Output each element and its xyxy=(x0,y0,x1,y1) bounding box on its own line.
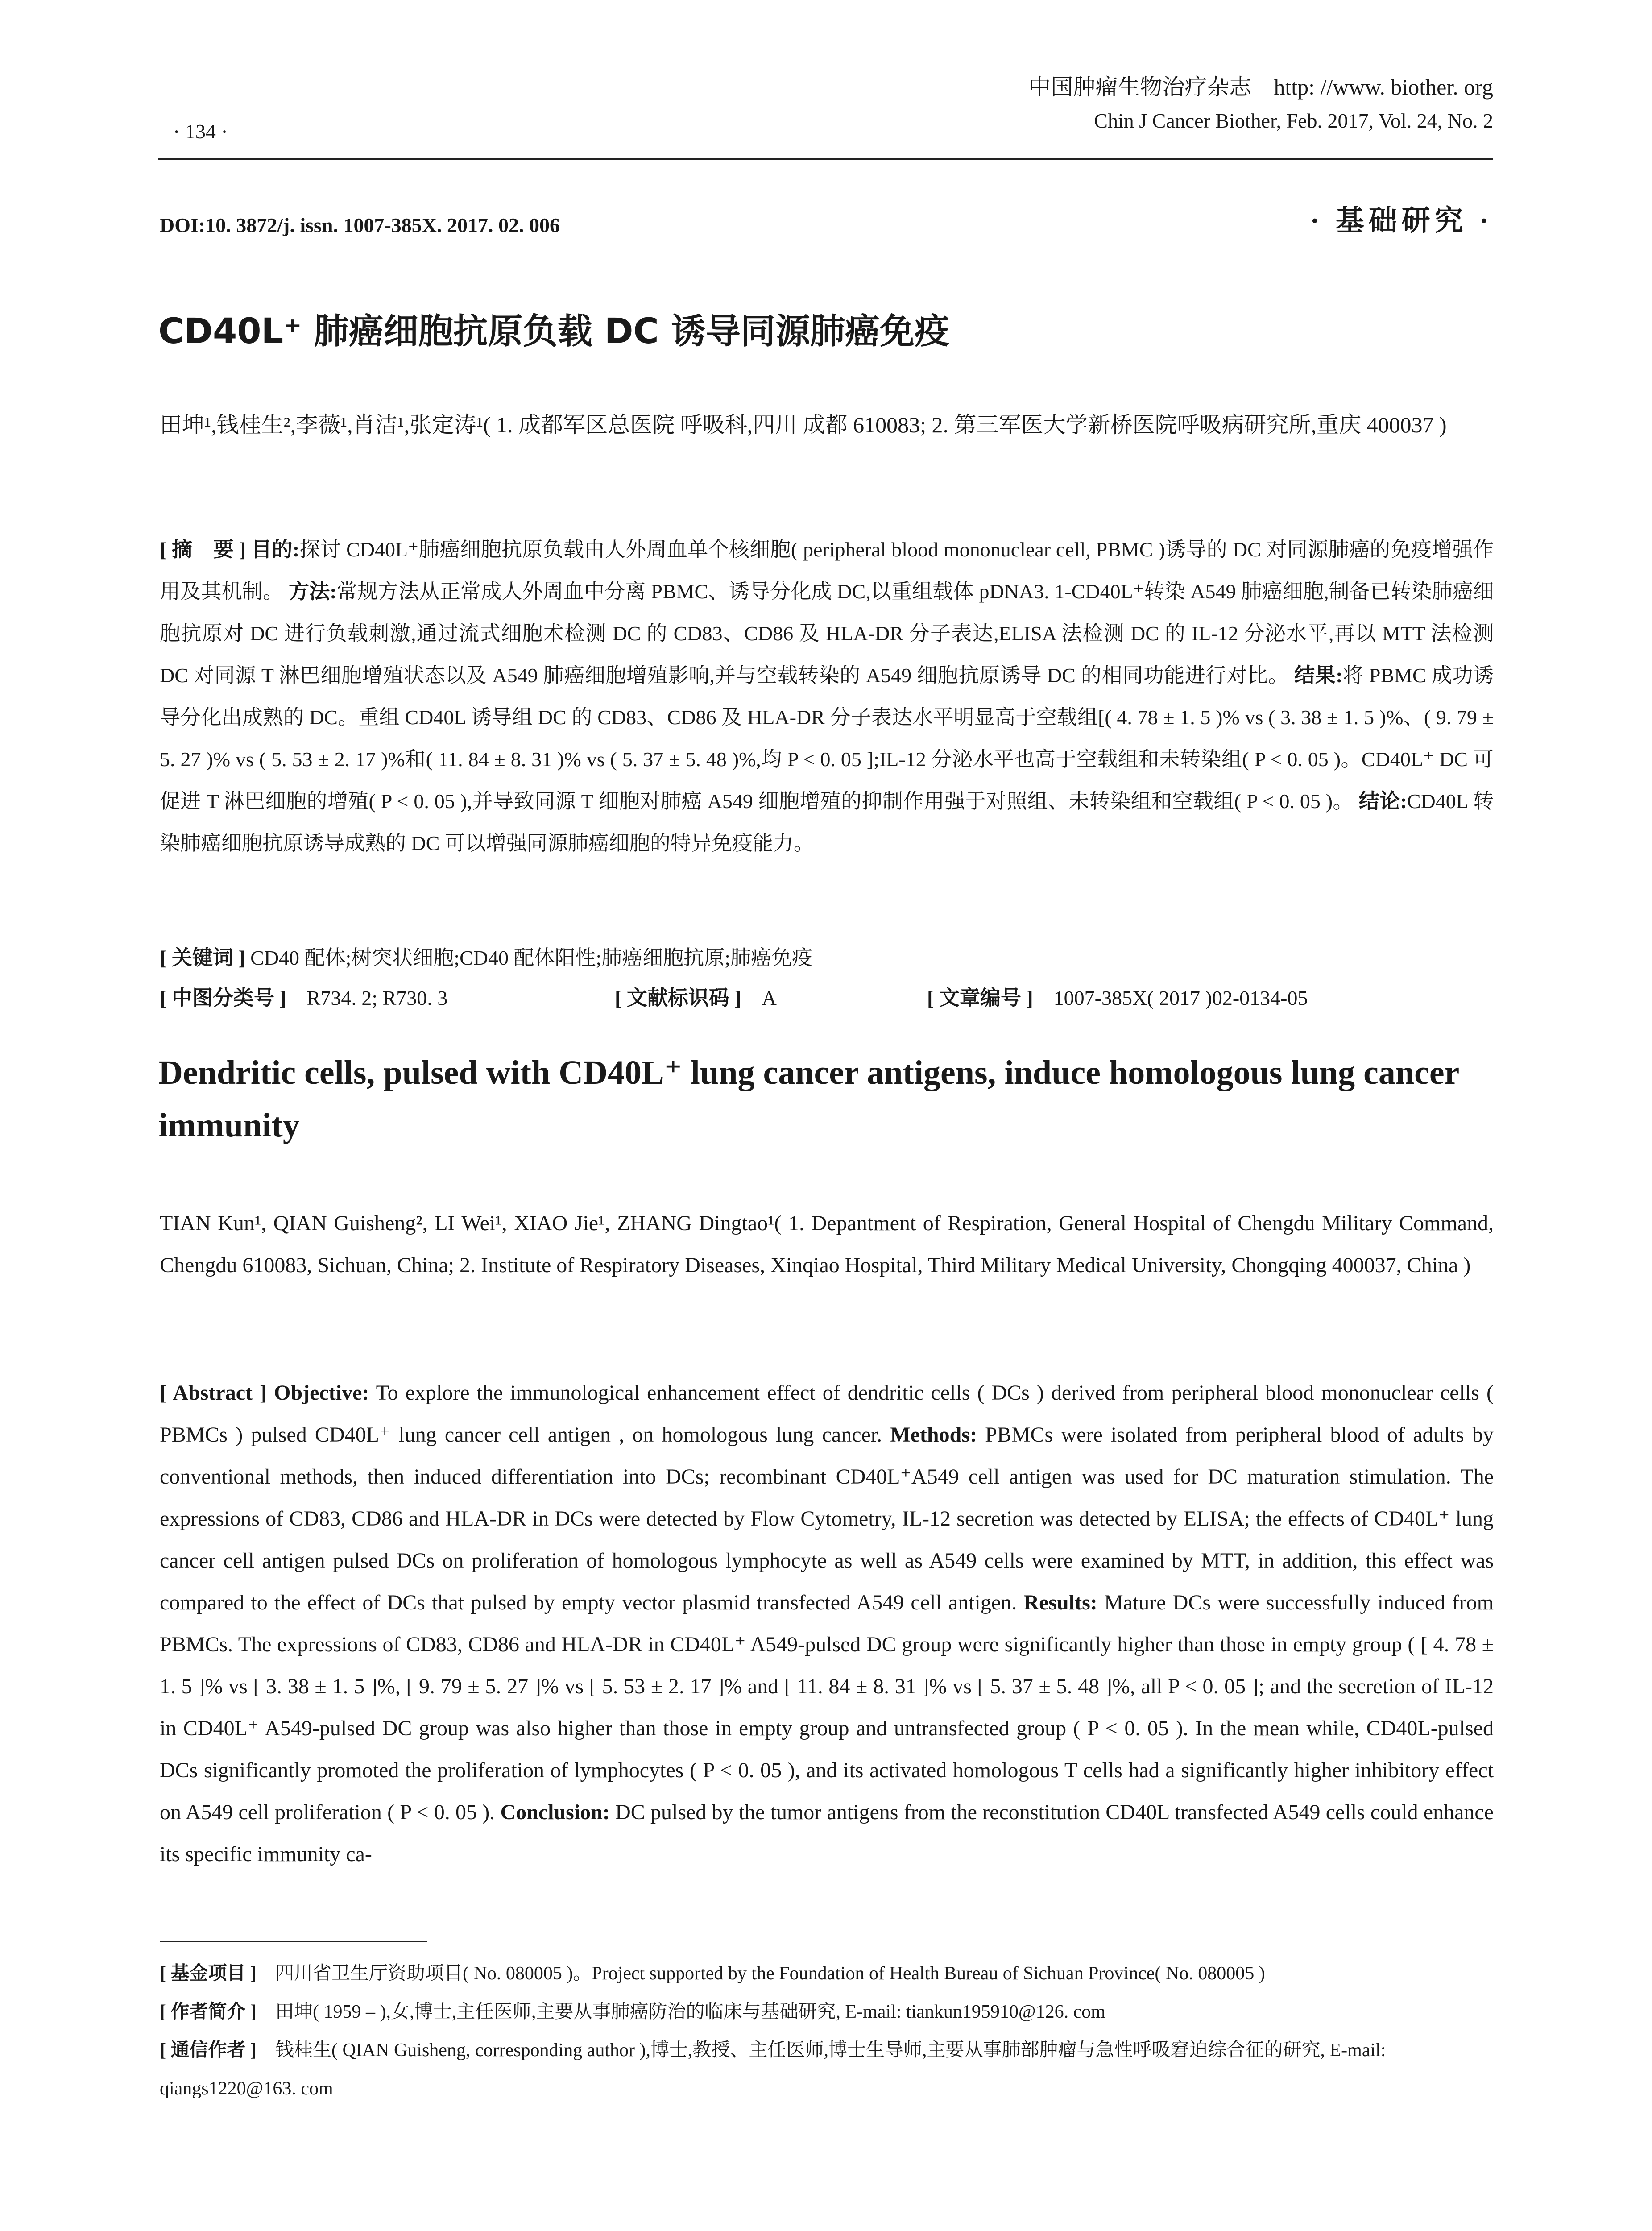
footnote-divider xyxy=(160,1941,427,1942)
abstract-en-objective-label: Objective: xyxy=(274,1381,369,1405)
authors-en: TIAN Kun¹, QIAN Guisheng², LI Wei¹, XIAO Jie¹, ZHANG Dingtao¹( 1. Depantment of Respiration, General Hospital of Chengdu Military Command, Chengdu 610083, Sichuan, China; 2. Institute of Respiratory Diseases, Xinqiao Hospital, Third Military Medical University, Chongqing 400037, China ) xyxy=(160,1211,1494,1277)
page-number: · 134 · xyxy=(173,120,228,143)
doc-code-value: A xyxy=(762,987,777,1009)
keywords-cn xyxy=(160,941,812,971)
title-cn: CD40L⁺ 肺癌细胞抗原负载 DC 诱导同源肺癌免疫 xyxy=(158,311,949,352)
abstract-en-label: [ Abstract ] xyxy=(160,1381,267,1405)
abstract-en-objective: To explore the immunological enhancement effect of dendritic cells ( DCs ) derived from peripheral blood mononuclear cells ( PBMCs ) pulsed CD40L⁺ lung cancer cell antigen , on homologous lung cancer. xyxy=(160,1381,1494,1447)
doc-code-label: [ 文献标识码 ] xyxy=(615,987,741,1009)
title-en: Dendritic cells, pulsed with CD40L⁺ lung cancer antigens, induce homologous lung cancer immunity xyxy=(158,1054,1459,1144)
keywords-cn-label: [ 关键词 ] xyxy=(160,946,245,969)
classification-row xyxy=(160,982,1494,1008)
abstract-cn-objective-label: 目的: xyxy=(251,538,300,561)
footnote-corresponding xyxy=(160,2031,1494,2108)
abstract-en-conclusion-label: Conclusion: xyxy=(500,1800,610,1824)
abstract-cn-conclusion: CD40L 转染肺癌细胞抗原诱导成熟的 DC 可以增强同源肺癌细胞的特异免疫能力。 xyxy=(160,790,1494,854)
abstract-cn-objective: 探讨 CD40L⁺肺癌细胞抗原负载由人外周血单个核细胞( peripheral blood mononuclear cell, PBMC )诱导的 DC 对同源肺癌的免疫增强作用及其机制。 xyxy=(160,538,1494,603)
journal-name-en: Chin J Cancer Biother, Feb. 2017, Vol. 24, No. 2 xyxy=(1094,109,1493,132)
clc-label: [ 中图分类号 ] xyxy=(160,987,286,1009)
footnote-corresponding-text: 钱桂生( QIAN Guisheng, corresponding author ),博士,教授、主任医师,博士生导师,主要从事肺部肿瘤与急性呼吸窘迫综合征的研究, E-mail: qiangs1220@163. com xyxy=(160,2040,1386,2099)
abstract-cn xyxy=(160,529,1494,864)
footnote-author-label: [ 作者简介 ] xyxy=(160,2002,257,2022)
authors-cn: 田坤¹,钱桂生²,李薇¹,肖洁¹,张定涛¹( 1. 成都军区总医院 呼吸科,四川 成都 610083; 2. 第三军医大学新桥医院呼吸病研究所,重庆 400037 ) xyxy=(160,412,1447,437)
clc-value: R734. 2; R730. 3 xyxy=(306,987,448,1009)
article-no-label: [ 文章编号 ] xyxy=(927,987,1033,1009)
journal-name-cn: 中国肿瘤生物治疗杂志 http: //www. biother. org xyxy=(1028,75,1493,100)
keywords-cn-value: CD40 配体;树突状细胞;CD40 配体阳性;肺癌细胞抗原;肺癌免疫 xyxy=(250,946,813,969)
footnote-author-text: 田坤( 1959 – ),女,博士,主任医师,主要从事肺癌防治的临床与基础研究, E-mail: tiankun195910@126. com xyxy=(275,2002,1105,2022)
abstract-cn-results-label: 结果: xyxy=(1294,664,1343,687)
footnote-funding-label: [ 基金项目 ] xyxy=(160,1963,257,1984)
abstract-cn-results: 将 PBMC 成功诱导分化出成熟的 DC。重组 CD40L 诱导组 DC 的 CD83、CD86 及 HLA-DR 分子表达水平明显高于空载组[( 4. 78 ± 1. 5 )% vs ( 3. 38 ± 1. 5 )%、( 9. 79 ± 5. 27 )% vs ( 5. 53 ± 2. 17 )%和( 11. 84 ± 8. 31 )% vs ( 5. 37 ± 5. 48 )%,均 P < 0. 05 ];IL-12 分泌水平也高于空载组和未转染组( P < 0. 05 )。CD40L⁺ DC 可促进 T 淋巴细胞的增殖( P < 0. 05 ),并导致同源 T 细胞对肺癌 A549 细胞增殖的抑制作用强于对照组、未转染组和空载组( P < 0. 05 )。 xyxy=(160,664,1494,813)
footnotes xyxy=(160,1954,1494,2108)
footnote-funding-text: 四川省卫生厅资助项目( No. 080005 )。Project supported by the Foundation of Health Bureau of Sichuan Province( No. 080005 ) xyxy=(275,1963,1265,1984)
article-no-value: 1007-385X( 2017 )02-0134-05 xyxy=(1053,987,1308,1009)
abstract-en-conclusion: DC pulsed by the tumor antigens from the reconstitution CD40L transfected A549 cells could enhance its specific immunity ca- xyxy=(160,1800,1494,1866)
abstract-en-methods-label: Methods: xyxy=(890,1423,977,1447)
doi: DOI:10. 3872/j. issn. 1007-385X. 2017. 02. 006 xyxy=(160,214,560,236)
abstract-cn-methods-label: 方法: xyxy=(288,580,337,603)
footnote-funding xyxy=(160,1954,1494,1993)
header-divider xyxy=(158,158,1493,160)
footnote-corresponding-label: [ 通信作者 ] xyxy=(160,2040,257,2061)
abstract-en xyxy=(160,1372,1494,1875)
abstract-en-methods: PBMCs were isolated from peripheral blood of adults by conventional methods, then induced differentiation into DCs; recombinant CD40L⁺A549 cell antigen was used for DC maturation stimulation. The expressions of CD83, CD86 and HLA-DR in DCs were detected by Flow Cytometry, IL-12 secretion was detected by ELISA; the effects of CD40L⁺ lung cancer cell antigen pulsed DCs on proliferation of homologous lymphocyte as well as A549 cells were examined by MTT, in addition, this effect was compared to the effect of DCs that pulsed by empty vector plasmid transfected A549 cell antigen. xyxy=(160,1423,1494,1614)
abstract-cn-methods: 常规方法从正常成人外周血中分离 PBMC、诱导分化成 DC,以重组载体 pDNA3. 1-CD40L⁺转染 A549 肺癌细胞,制备已转染肺癌细胞抗原对 DC 进行负载刺激,通过流式细胞术检测 DC 的 CD83、CD86 及 HLA-DR 分子表达,ELISA 法检测 DC 的 IL-12 分泌水平,再以 MTT 法检测 DC 对同源 T 淋巴细胞增殖状态以及 A549 肺癌细胞增殖影响,并与空载转染的 A549 细胞抗原诱导 DC 的相同功能进行对比。 xyxy=(160,580,1494,687)
abstract-en-results: Mature DCs were successfully induced from PBMCs. The expressions of CD83, CD86 and HLA-DR in CD40L⁺ A549-pulsed DC group were significantly higher than those in empty group ( [ 4. 78 ± 1. 5 ]% vs [ 3. 38 ± 1. 5 ]%, [ 9. 79 ± 5. 27 ]% vs [ 5. 53 ± 2. 17 ]% and [ 11. 84 ± 8. 31 ]% vs [ 5. 37 ± 5. 48 ]%, all P < 0. 05 ]; and the secretion of IL-12 in CD40L⁺ A549-pulsed DC group was also higher than those in empty group and untransfected group ( P < 0. 05 ). In the mean while, CD40L-pulsed DCs significantly promoted the proliferation of lymphocytes ( P < 0. 05 ), and its activated homologous T cells had a significantly higher inhibitory effect on A549 cell proliferation ( P < 0. 05 ). xyxy=(160,1591,1494,1824)
section-label: · 基础研究 · xyxy=(1310,205,1493,236)
footnote-author xyxy=(160,1993,1494,2031)
abstract-cn-label: [ 摘 要 ] xyxy=(160,538,246,561)
abstract-en-results-label: Results: xyxy=(1023,1591,1097,1614)
abstract-cn-conclusion-label: 结论: xyxy=(1358,790,1407,813)
